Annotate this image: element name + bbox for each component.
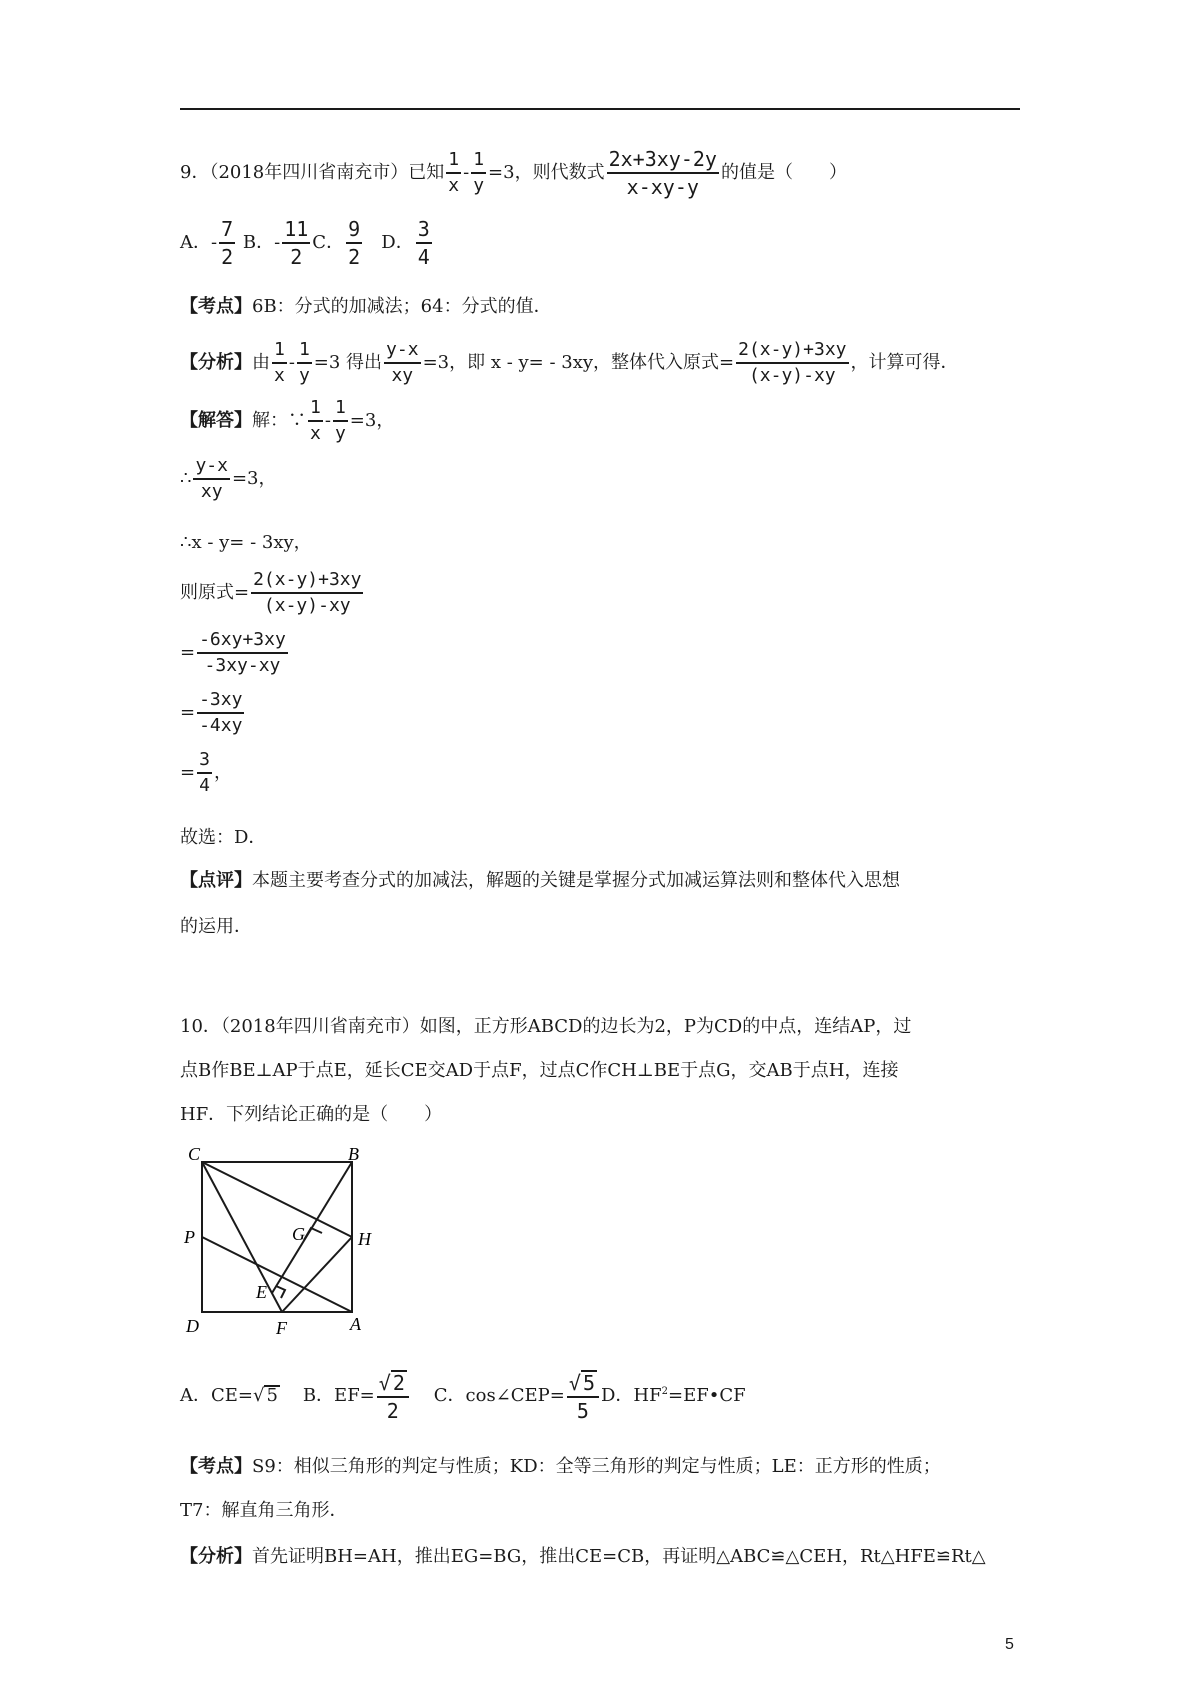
sqrt-icon: √ 5	[253, 1385, 278, 1406]
label-a: A	[350, 1314, 361, 1334]
fraction: $\frac{2(x-y)+3xy}{(x-y)-xy}$	[253, 569, 362, 616]
fraction: $\frac{1}{y}$	[298, 339, 310, 386]
option-a-fraction: $\frac{7}{2}$	[221, 217, 234, 269]
q9-fenxi: 【分析】由 $\frac{1}{x}$ - $\frac{1}{y}$ =3 得出 $\frac{y-x}{xy}$ =3，即 x - y= - 3xy，整体代入原式= $\frac{2(x-y)+3xy}{(x-y)-xy}$ ，计算可得．	[180, 339, 959, 386]
q9-dianping-1: 【点评】本题主要考查分式的加减法，解题的关键是掌握分式加减运算法则和整体代入思想	[180, 870, 900, 891]
q9-kaodian: 【考点】6B：分式的加减法；64：分式的值．	[180, 296, 552, 317]
fraction: $\frac{1}{x}$	[274, 339, 285, 386]
q9-dianping-2: 的运用．	[180, 916, 252, 937]
fraction: $\frac{2(x-y)+3xy}{(x-y)-xy}$	[738, 339, 847, 386]
q9-step-4: = $\frac{-6xy+3xy}{-3xy-xy}$	[180, 629, 286, 676]
label-c: C	[188, 1148, 201, 1164]
label-e: E	[256, 1282, 267, 1302]
label-p: P	[184, 1227, 195, 1247]
q10-options: A．CE=√ 5 B．EF= √ 2 2 C．cos∠CEP= √ 5 5 D．$HF^2=EF•CF$	[180, 1371, 746, 1423]
label-f: F	[276, 1318, 287, 1338]
fraction: $\frac{y-x}{xy}$	[386, 339, 419, 386]
fraction: $\frac{y-x}{xy}$	[195, 455, 228, 502]
q9-stem: 9．（2018年四川省南充市）已知 $\frac{1}{x}$ - $\frac{1}{y}$ =3，则代数式 $\frac{2x+3xy-2y}{x-xy-y}$ 的值是（ ）	[180, 147, 847, 199]
fraction: $\frac{-3xy}{-4xy}$	[199, 689, 243, 736]
q10-fenxi: 【分析】首先证明BH=AH，推出EG=BG，推出CE=CB，再证明△ABC≌△CEH，Rt△HFE≌Rt△	[180, 1546, 986, 1567]
q9-step-6: = $\frac{3}{4}$ ，	[180, 749, 232, 796]
fraction: $\frac{-6xy+3xy}{-3xy-xy}$	[199, 629, 286, 676]
segment-fh	[282, 1237, 352, 1312]
fraction: √ 5 5	[567, 1370, 599, 1422]
right-angle-mark-g	[304, 1228, 322, 1240]
fraction: $\frac{1}{x}$	[310, 397, 321, 444]
label-d: D	[186, 1316, 199, 1336]
fraction: $\frac{1}{y}$	[334, 397, 346, 444]
q9-jieda: 【解答】解：∵ $\frac{1}{x}$ - $\frac{1}{y}$ =3，	[180, 397, 395, 444]
q10-stem-1: 10．（2018年四川省南充市）如图，正方形ABCD的边长为2，P为CD的中点，连结AP，过	[180, 1016, 912, 1037]
label-b: B	[348, 1148, 359, 1164]
label-h: H	[358, 1229, 371, 1249]
q9-step-1: ∴ $\frac{y-x}{xy}$ =3，	[180, 455, 277, 502]
q10-stem-2: 点B作BE⊥AP于点E，延长CE交AD于点F，过点C作CH⊥BE于点G，交AB于点H，连接	[180, 1060, 899, 1081]
square-geometry-figure	[180, 1148, 380, 1338]
q9-step-5: = $\frac{-3xy}{-4xy}$	[180, 689, 243, 736]
q10-kaodian-2: T7：解直角三角形．	[180, 1500, 348, 1521]
option-c-fraction: $\frac{9}{2}$	[348, 217, 361, 269]
page-number: 5	[1005, 1636, 1014, 1653]
q9-answer: 故选：D．	[180, 827, 267, 848]
fraction: $\frac{1}{x}$	[448, 149, 460, 196]
right-angle-mark-e	[276, 1286, 285, 1298]
q9-step-3: 则原式= $\frac{2(x-y)+3xy}{(x-y)-xy}$	[180, 569, 362, 616]
label-g: G	[292, 1224, 305, 1244]
header-rule	[180, 108, 1020, 110]
fraction: √ 2 2	[377, 1370, 409, 1422]
option-b-fraction: $\frac{11}{2}$	[284, 217, 309, 269]
fraction: $\frac{1}{y}$	[473, 149, 485, 196]
fraction: $\frac{3}{4}$	[199, 749, 210, 796]
q9-step-2: ∴x - y= - 3xy，	[180, 532, 312, 553]
square-abcd	[202, 1162, 352, 1312]
fraction: $\frac{2x+3xy-2y}{x-xy-y}$	[608, 147, 717, 199]
q10-kaodian-1: 【考点】S9：相似三角形的判定与性质；KD：全等三角形的判定与性质；LE：正方形的性质；	[180, 1456, 941, 1477]
q10-stem-3: HF．下列结论正确的是（ ）	[180, 1104, 443, 1125]
sqrt-icon: √ 2	[378, 1371, 405, 1395]
sqrt-icon: √ 5	[568, 1371, 595, 1395]
q9-options: A．- $\frac{7}{2}$ B．- $\frac{11}{2}$ C． $\frac{9}{2}$ D． $\frac{3}{4}$	[180, 217, 430, 269]
option-d-fraction: $\frac{3}{4}$	[417, 217, 430, 269]
segment-cf	[202, 1162, 282, 1312]
